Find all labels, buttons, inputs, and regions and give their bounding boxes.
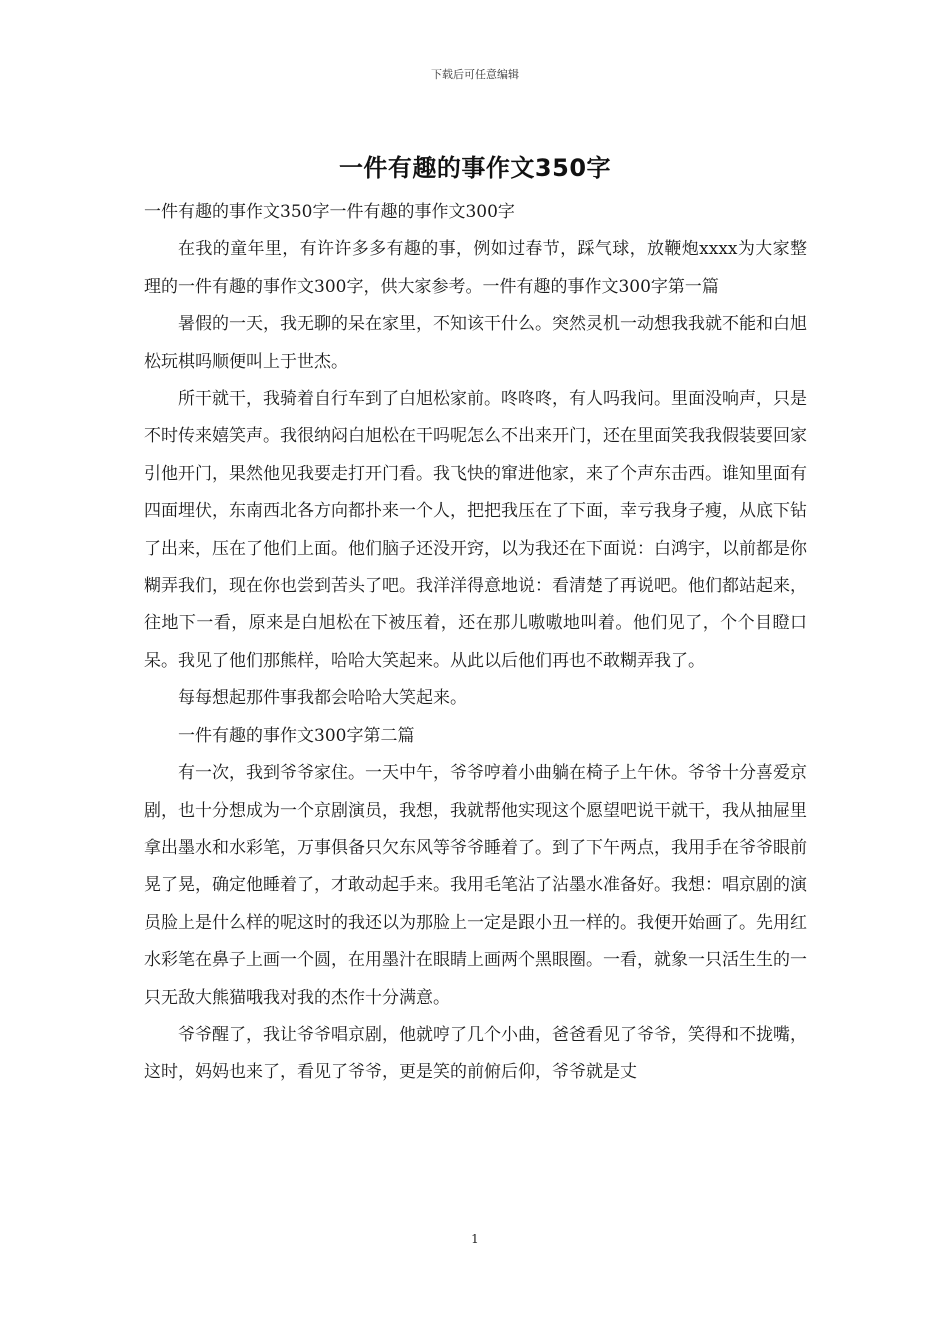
- document-body: [144, 194, 807, 1092]
- document-title: 一件有趣的事作文350字: [338, 154, 612, 182]
- page-number: 1: [471, 1232, 479, 1246]
- paragraph: 每每想起那件事我都会哈哈大笑起来。: [178, 688, 467, 709]
- paragraph: 在我的童年里，有许许多多有趣的事，例如过春节，踩气球，放鞭炮xxxx为大家整理的一件有趣的事作文300字，供大家参考。一件有趣的事作文300字第一篇: [144, 239, 807, 297]
- paragraph: 一件有趣的事作文350字一件有趣的事作文300字: [144, 202, 515, 222]
- paragraph: 一件有趣的事作文300字第二篇: [178, 725, 415, 746]
- paragraph: 所干就干，我骑着自行车到了白旭松家前。咚咚咚，有人吗我问。里面没响声，只是不时传来嬉笑声。我很纳闷白旭松在干吗呢怎么不出来开门，还在里面笑我我假装要回家引他开门，果然他见我要走打开门看。我飞快的窜进他家，来了个声东击西。谁知里面有四面埋伏，东南西北各方向都扑来一个人，把把我压在了下面，幸亏我身子瘦，从底下钻了出来，压在了他们上面。他们脑子还没开窍，以为我还在下面说：白鸿宇，以前都是你糊弄我们，现在你也尝到苦头了吧。我洋洋得意地说：看清楚了再说吧。他们都站起来，往地下一看，原来是白旭松在下被压着，还在那儿嗷嗷地叫着。他们见了，个个目瞪口呆。我见了他们那熊样，哈哈大笑起来。从此以后他们再也不敢糊弄我了。: [144, 389, 807, 671]
- header-note: 下载后可任意编辑: [431, 68, 519, 81]
- paragraph: 爷爷醒了，我让爷爷唱京剧，他就哼了几个小曲，爸爸看见了爷爷，笑得和不拢嘴，这时，妈妈也来了，看见了爷爷，更是笑的前俯后仰，爷爷就是丈: [144, 1024, 807, 1083]
- paragraph: 有一次，我到爷爷家住。一天中午，爷爷哼着小曲躺在椅子上午休。爷爷十分喜爱京剧，也十分想成为一个京剧演员，我想，我就帮他实现这个愿望吧说干就干，我从抽屉里拿出墨水和水彩笔，万事俱备只欠东风等爷爷睡着了。到了下午两点，我用手在爷爷眼前晃了晃，确定他睡着了，才敢动起手来。我用毛笔沾了沾墨水准备好。我想：唱京剧的演员脸上是什么样的呢这时的我还以为那脸上一定是跟小丑一样的。我便开始画了。先用红水彩笔在鼻子上画一个圆，在用墨汁在眼睛上画两个黑眼圈。一看，就象一只活生生的一只无敌大熊猫哦我对我的杰作十分满意。: [144, 763, 807, 1008]
- paragraph: 暑假的一天，我无聊的呆在家里，不知该干什么。突然灵机一动想我我就不能和白旭松玩棋吗顺便叫上于世杰。: [144, 314, 807, 372]
